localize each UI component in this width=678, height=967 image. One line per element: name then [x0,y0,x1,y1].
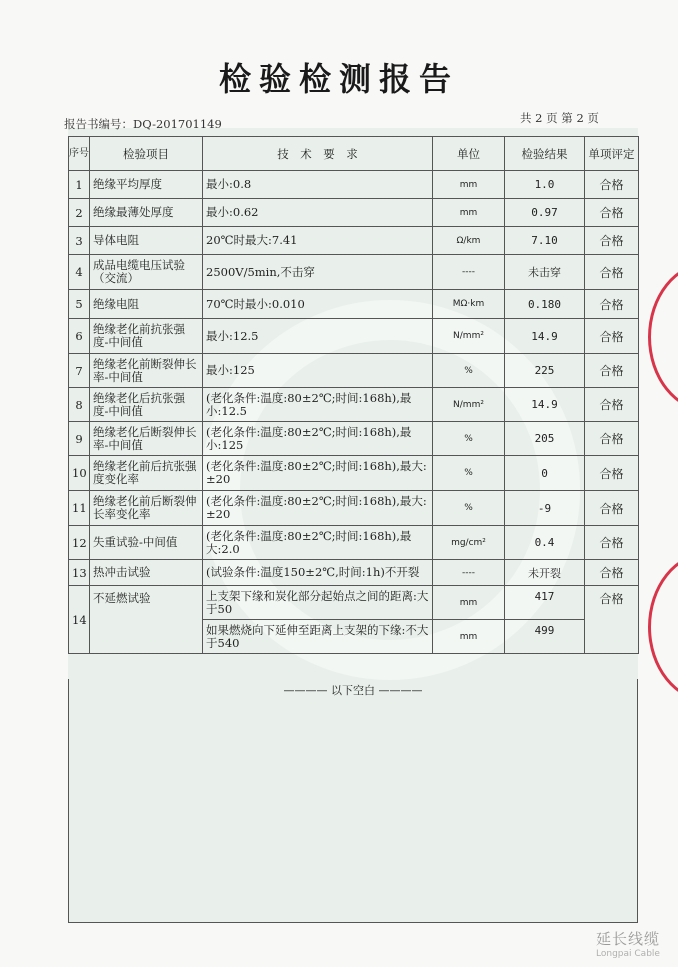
row-item: 绝缘老化前断裂伸长率-中间值 [90,354,203,388]
row-item: 绝缘老化前后抗张强度变化率 [90,456,203,491]
blank-note: ———— 以下空白 ———— [283,684,423,697]
row-seq: 8 [69,388,90,422]
row-result: 0.97 [505,199,585,227]
row-seq: 14 [69,586,90,654]
row-item: 成品电缆电压试验（交流） [90,255,203,290]
table-row [69,199,639,227]
row-evaluation: 合格 [585,491,639,526]
row-requirement: (老化条件:温度:80±2℃;时间:168h),最小:12.5 [203,388,433,422]
row-result: 205 [505,422,585,456]
row-unit: mm [433,586,505,620]
row-result: 0.4 [505,526,585,560]
row-requirement: (老化条件:温度:80±2℃;时间:168h),最小:125 [203,422,433,456]
row-evaluation: 合格 [585,422,639,456]
row-result: 0.180 [505,290,585,319]
row-evaluation: 合格 [585,586,639,654]
row-evaluation: 合格 [585,290,639,319]
row-item: 失重试验-中间值 [90,526,203,560]
row-unit: MΩ·km [433,290,505,319]
table-row [69,290,639,319]
header-requirement: 技 术 要 求 [203,137,433,171]
table-row [69,526,639,560]
table-row [69,227,639,255]
row-unit: % [433,491,505,526]
report-title: 检验检测报告 [218,60,459,98]
row-evaluation: 合格 [585,255,639,290]
row-requirement: (老化条件:温度:80±2℃;时间:168h),最大:±20 [203,456,433,491]
header-seq: 序号 [69,137,90,171]
row-unit: Ω/km [433,227,505,255]
row-unit: mm [433,171,505,199]
brand-watermark [596,928,660,959]
row-evaluation: 合格 [585,199,639,227]
row-result: 0 [505,456,585,491]
row-unit: mm [433,620,505,654]
row-evaluation: 合格 [585,456,639,491]
row-unit: N/mm² [433,388,505,422]
row-unit: N/mm² [433,319,505,354]
table-header-row [69,137,639,171]
row-item: 绝缘老化后断裂伸长率-中间值 [90,422,203,456]
row-seq: 9 [69,422,90,456]
row-requirement: 最小:0.8 [203,171,433,199]
row-requirement: 2500V/5min,不击穿 [203,255,433,290]
row-seq: 6 [69,319,90,354]
row-seq: 4 [69,255,90,290]
table-row [69,491,639,526]
row-seq: 10 [69,456,90,491]
row-item: 导体电阻 [90,227,203,255]
row-item: 绝缘老化后抗张强度-中间值 [90,388,203,422]
table-row [69,586,639,620]
table-row [69,560,639,586]
row-unit: mm [433,199,505,227]
table-row [69,388,639,422]
row-unit: % [433,456,505,491]
row-result: 417 [505,586,585,620]
row-requirement: 70℃时最小:0.010 [203,290,433,319]
blank-area [68,679,638,923]
row-evaluation: 合格 [585,560,639,586]
row-requirement: 上支架下缘和炭化部分起始点之间的距离:大于50 [203,586,433,620]
row-item: 绝缘老化前后断裂伸长率变化率 [90,491,203,526]
row-evaluation: 合格 [585,388,639,422]
header-result: 检验结果 [505,137,585,171]
table-row [69,255,639,290]
row-evaluation: 合格 [585,227,639,255]
row-evaluation: 合格 [585,526,639,560]
row-requirement: 20℃时最大:7.41 [203,227,433,255]
row-unit: ---- [433,560,505,586]
row-seq: 5 [69,290,90,319]
row-result: -9 [505,491,585,526]
row-seq: 12 [69,526,90,560]
row-item: 绝缘最薄处厚度 [90,199,203,227]
row-evaluation: 合格 [585,354,639,388]
table-row [69,319,639,354]
row-unit: % [433,422,505,456]
table-row [69,456,639,491]
header-item: 检验项目 [90,137,203,171]
row-result: 7.10 [505,227,585,255]
row-item: 绝缘电阻 [90,290,203,319]
row-seq: 3 [69,227,90,255]
table-row [69,422,639,456]
row-result: 14.9 [505,388,585,422]
row-seq: 13 [69,560,90,586]
row-seq: 2 [69,199,90,227]
row-result: 1.0 [505,171,585,199]
row-result: 未开裂 [505,560,585,586]
brand-name: 延长线缆 [595,930,660,948]
row-seq: 1 [69,171,90,199]
row-result: 未击穿 [505,255,585,290]
row-requirement: 如果燃烧向下延伸至距离上支架的下缘:不大于540 [203,620,433,654]
report-number: 报告书编号：DQ-201701149 [64,117,222,131]
row-item: 绝缘老化前抗张强度-中间值 [90,319,203,354]
page-indicator: 共 2 页 第 2 页 [520,111,599,125]
row-unit: % [433,354,505,388]
header-evaluation: 单项评定 [585,137,639,171]
row-requirement: (老化条件:温度:80±2℃;时间:168h),最大:2.0 [203,526,433,560]
row-evaluation: 合格 [585,319,639,354]
inspection-table [68,136,639,654]
table-row [69,171,639,199]
header-unit: 单位 [433,137,505,171]
row-item: 绝缘平均厚度 [90,171,203,199]
row-result: 499 [505,620,585,654]
row-requirement: (试验条件:温度150±2℃,时间:1h)不开裂 [203,560,433,586]
row-requirement: 最小:0.62 [203,199,433,227]
row-requirement: (老化条件:温度:80±2℃;时间:168h),最大:±20 [203,491,433,526]
row-seq: 11 [69,491,90,526]
row-requirement: 最小:125 [203,354,433,388]
brand-name-en: Longpai Cable [596,949,660,959]
row-result: 225 [505,354,585,388]
table-row [69,354,639,388]
row-item: 不延燃试验 [90,586,203,654]
row-requirement: 最小:12.5 [203,319,433,354]
row-unit: mg/cm² [433,526,505,560]
row-evaluation: 合格 [585,171,639,199]
row-result: 14.9 [505,319,585,354]
row-unit: ---- [433,255,505,290]
row-seq: 7 [69,354,90,388]
row-item: 热冲击试验 [90,560,203,586]
